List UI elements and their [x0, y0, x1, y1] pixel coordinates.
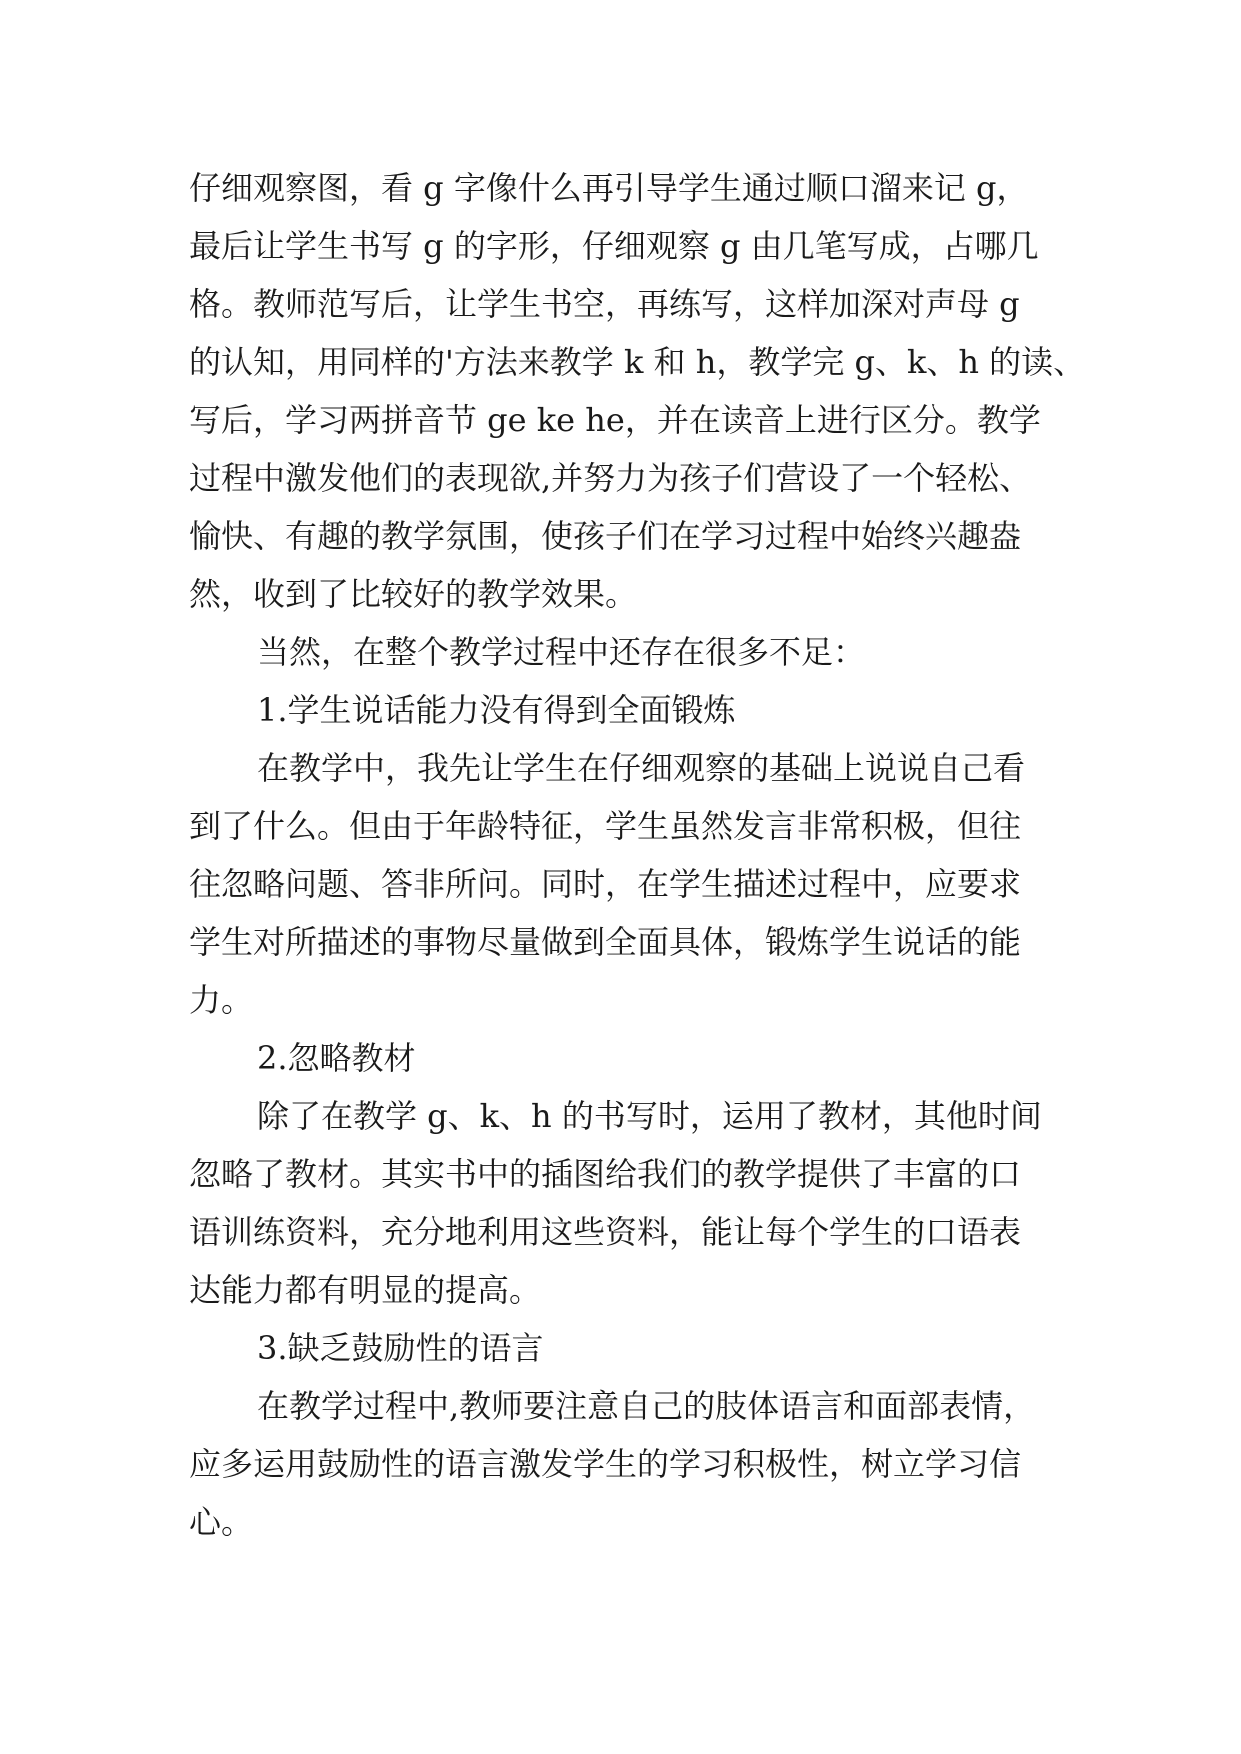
text-line: 忽略了教材。其实书中的插图给我们的教学提供了丰富的口 [189, 1155, 1022, 1193]
text-line: 的认知，用同样的'方法来教学 k 和 h，教学完 g、k、h 的读、 [189, 343, 1086, 381]
text-line: 仔细观察图，看 g 字像什么再引导学生通过顺口溜来记 g， [189, 169, 1029, 207]
text-line: 格。教师范写后，让学生书空，再练写，这样加深对声母 g [189, 285, 1020, 323]
section-heading: 2.忽略教材 [257, 1039, 416, 1077]
text-line: 当然，在整个教学过程中还存在很多不足： [257, 633, 866, 671]
text-line: 往忽略问题、答非所问。同时，在学生描述过程中，应要求 [189, 865, 1022, 903]
text-line: 达能力都有明显的提高。 [189, 1271, 542, 1309]
text-line: 心。 [189, 1503, 254, 1541]
text-line: 在教学过程中,教师要注意自己的肢体语言和面部表情， [257, 1387, 1036, 1425]
text-line: 应多运用鼓励性的语言激发学生的学习积极性，树立学习信 [189, 1445, 1022, 1483]
text-line: 愉快、有趣的教学氛围，使孩子们在学习过程中始终兴趣盎 [189, 517, 1022, 555]
text-line: 除了在教学 g、k、h 的书写时，运用了教材，其他时间 [257, 1097, 1042, 1135]
text-line: 写后，学习两拼音节 ge ke he，并在读音上进行区分。教学 [189, 401, 1041, 439]
section-heading: 3.缺乏鼓励性的语言 [257, 1329, 544, 1367]
text-line: 过程中激发他们的表现欲,并努力为孩子们营设了一个轻松、 [189, 459, 1032, 497]
text-line: 到了什么。但由于年龄特征，学生虽然发言非常积极，但往 [189, 807, 1022, 845]
text-line: 学生对所描述的事物尽量做到全面具体，锻炼学生说话的能 [189, 923, 1022, 961]
text-line: 语训练资料，充分地利用这些资料，能让每个学生的口语表 [189, 1213, 1022, 1251]
text-line: 最后让学生书写 g 的字形，仔细观察 g 由几笔写成，占哪几 [189, 227, 1039, 265]
section-heading: 1.学生说话能力没有得到全面锻炼 [257, 691, 736, 729]
text-line: 力。 [189, 981, 254, 1019]
text-line: 然，收到了比较好的教学效果。 [189, 575, 638, 613]
text-line: 在教学中，我先让学生在仔细观察的基础上说说自己看 [257, 749, 1026, 787]
